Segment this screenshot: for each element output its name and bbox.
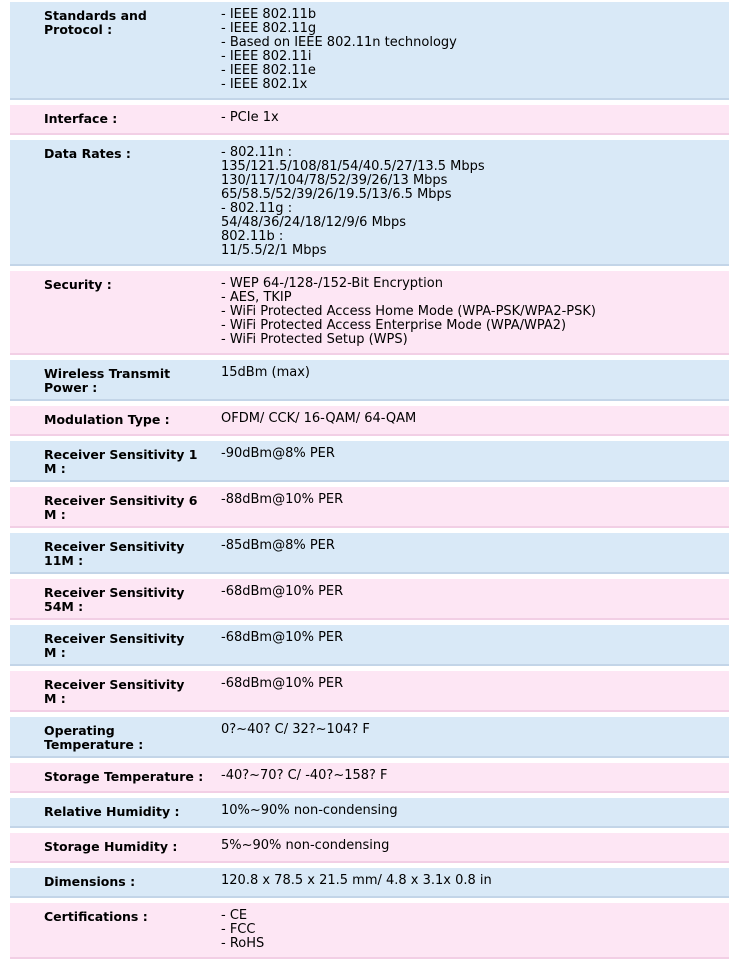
spec-value [221, 763, 729, 791]
spec-label-line: Wireless Transmit [44, 366, 171, 381]
spec-value-line: 65/58.5/52/39/26/19.5/13/6.5 Mbps [221, 187, 452, 202]
spec-value-line: -85dBm@8% PER [221, 538, 335, 553]
spec-label-line: Receiver Sensitivity 1 [44, 447, 198, 462]
spec-value-line: -40?~70? C/ -40?~158? F [221, 768, 388, 783]
spec-label-line: Protocol : [44, 22, 113, 37]
spec-value-line: -90dBm@8% PER [221, 446, 335, 461]
spec-row-storage-temp [10, 763, 729, 793]
spec-row-dimensions [10, 868, 729, 898]
spec-value [221, 579, 729, 618]
spec-label-line: Receiver Sensitivity [44, 539, 185, 554]
spec-label-line: M : [44, 645, 66, 660]
spec-value-line: - WiFi Protected Access Enterprise Mode (WPA/WPA2) [221, 318, 567, 333]
spec-value-line: 54/48/36/24/18/12/9/6 Mbps [221, 215, 407, 230]
spec-value [221, 533, 729, 572]
spec-value-line: 15dBm (max) [221, 365, 310, 380]
spec-value-line: 120.8 x 78.5 x 21.5 mm/ 4.8 x 3.1x 0.8 in [221, 873, 492, 888]
spec-label-line: Receiver Sensitivity 6 [44, 493, 198, 508]
spec-value-line: 5%~90% non-condensing [221, 838, 390, 853]
spec-row-sensitivity-m-b [10, 671, 729, 712]
spec-value [221, 105, 729, 133]
spec-row-interface [10, 105, 729, 135]
spec-label [10, 579, 221, 618]
spec-label [10, 533, 221, 572]
spec-value-line: -68dBm@10% PER [221, 584, 344, 599]
spec-value-line: - IEEE 802.1x [221, 77, 308, 92]
spec-row-sensitivity-11m [10, 533, 729, 574]
spec-label [10, 717, 221, 756]
spec-row-operating-temp [10, 717, 729, 758]
spec-label: Dimensions : [44, 874, 136, 889]
spec-value [221, 271, 729, 353]
spec-label-line: Receiver Sensitivity [44, 631, 185, 646]
spec-label-line: 54M : [44, 599, 84, 614]
spec-label-line: M : [44, 461, 66, 476]
spec-value [221, 140, 729, 264]
spec-row-security [10, 271, 729, 355]
spec-label [10, 360, 221, 399]
spec-value-line: -68dBm@10% PER [221, 630, 344, 645]
spec-value [221, 717, 729, 756]
spec-row-data-rates [10, 140, 729, 266]
spec-value-line: 0?~40? C/ 32?~104? F [221, 722, 370, 737]
spec-value [221, 406, 729, 434]
spec-label-line: Receiver Sensitivity [44, 677, 185, 692]
spec-label: Data Rates : [44, 146, 131, 161]
spec-value-line: - IEEE 802.11e [221, 63, 316, 78]
spec-value [221, 487, 729, 526]
spec-label [10, 441, 221, 480]
spec-value-line: - CE [221, 908, 248, 923]
spec-value-line: - PCIe 1x [221, 110, 279, 125]
spec-value-line: - 802.11g : [221, 201, 293, 216]
spec-row-relative-humidity [10, 798, 729, 828]
spec-label: Certifications : [44, 909, 148, 924]
spec-row-sensitivity-m-a [10, 625, 729, 666]
spec-value-line: -88dBm@10% PER [221, 492, 344, 507]
spec-value [221, 360, 729, 399]
spec-label-line: 11M : [44, 553, 84, 568]
spec-value [221, 441, 729, 480]
spec-label [10, 625, 221, 664]
spec-label-line: M : [44, 691, 66, 706]
spec-row-certifications [10, 903, 729, 959]
spec-label-line: Power : [44, 380, 98, 395]
spec-value-line: 135/121.5/108/81/54/40.5/27/13.5 Mbps [221, 159, 485, 174]
spec-label: Modulation Type : [44, 412, 170, 427]
spec-label: Storage Temperature : [44, 769, 204, 784]
spec-value-line: 802.11b : [221, 229, 284, 244]
spec-label-line: Standards and [44, 8, 147, 23]
spec-value-line: - IEEE 802.11b [221, 7, 317, 22]
spec-row-sensitivity-54m [10, 579, 729, 620]
spec-value-line: OFDM/ CCK/ 16-QAM/ 64-QAM [221, 411, 417, 426]
spec-label [10, 2, 221, 98]
spec-value [221, 671, 729, 710]
spec-value [221, 798, 729, 826]
spec-value-line: 130/117/104/78/52/39/26/13 Mbps [221, 173, 448, 188]
spec-value [221, 833, 729, 861]
spec-row-standards [10, 2, 729, 100]
spec-value-line: - AES, TKIP [221, 290, 292, 305]
spec-value [221, 625, 729, 664]
spec-label-line: Operating [44, 723, 115, 738]
spec-value [221, 2, 729, 98]
spec-value-line: - RoHS [221, 936, 265, 951]
spec-value-line: - WiFi Protected Setup (WPS) [221, 332, 408, 347]
spec-label [10, 671, 221, 710]
spec-value-line: - Based on IEEE 802.11n technology [221, 35, 457, 50]
spec-label [10, 487, 221, 526]
spec-value [221, 868, 729, 896]
spec-value-line: -68dBm@10% PER [221, 676, 344, 691]
spec-table [10, 2, 729, 964]
spec-value-line: - 802.11n : [221, 145, 293, 160]
spec-value-line: - IEEE 802.11i [221, 49, 312, 64]
spec-value-line: - WEP 64-/128-/152-Bit Encryption [221, 276, 443, 291]
spec-label: Security : [44, 277, 112, 292]
spec-label-line: M : [44, 507, 66, 522]
spec-row-transmit-power [10, 360, 729, 401]
spec-value [221, 903, 729, 957]
spec-label: Relative Humidity : [44, 804, 180, 819]
spec-row-storage-humidity [10, 833, 729, 863]
spec-row-sensitivity-1m [10, 441, 729, 482]
spec-row-sensitivity-6m [10, 487, 729, 528]
spec-value-line: 10%~90% non-condensing [221, 803, 398, 818]
spec-label: Interface : [44, 111, 118, 126]
spec-row-modulation [10, 406, 729, 436]
spec-label-line: Receiver Sensitivity [44, 585, 185, 600]
spec-value-line: - FCC [221, 922, 256, 937]
spec-label-line: Temperature : [44, 737, 144, 752]
spec-value-line: - WiFi Protected Access Home Mode (WPA-PSK/WPA2-PSK) [221, 304, 596, 319]
spec-label: Storage Humidity : [44, 839, 178, 854]
spec-value-line: 11/5.5/2/1 Mbps [221, 243, 327, 258]
spec-value-line: - IEEE 802.11g [221, 21, 317, 36]
